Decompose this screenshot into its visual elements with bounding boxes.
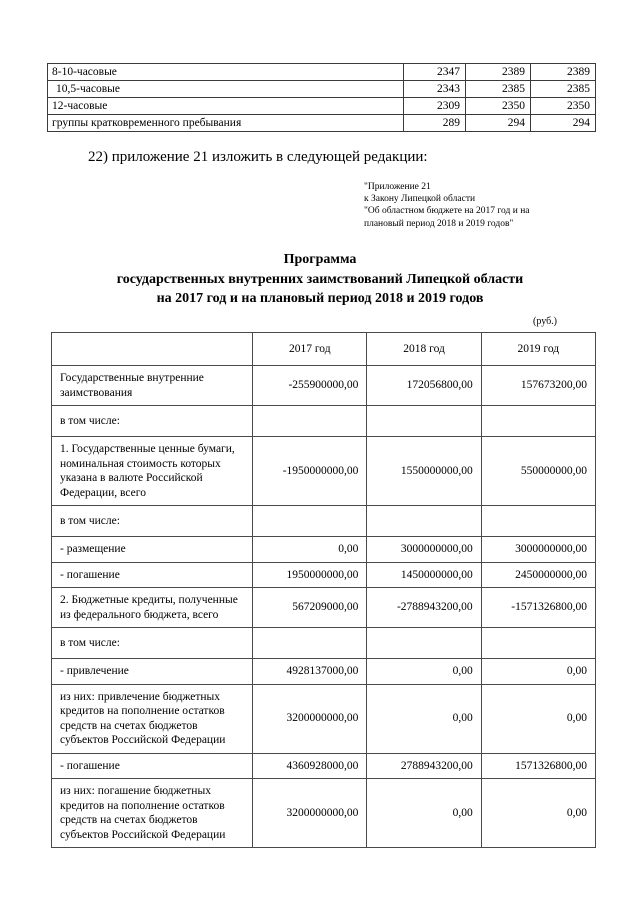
table-row — [48, 98, 596, 115]
row-value-2017: 4928137000,00 — [253, 659, 367, 685]
row-value-2018 — [367, 406, 481, 437]
row-label: 8-10-часовые — [48, 64, 404, 81]
row-value-2017 — [253, 628, 367, 659]
row-label: Государственные внутренние заимствования — [52, 366, 253, 406]
table-row — [52, 779, 596, 848]
row-value-2018: 2389 — [465, 64, 530, 81]
appendix-reference-block — [364, 181, 530, 230]
row-value-2018: 294 — [465, 115, 530, 132]
row-value-2019: 0,00 — [481, 684, 595, 753]
table-row — [52, 437, 596, 506]
row-value-2018: 0,00 — [367, 684, 481, 753]
table-row — [52, 753, 596, 779]
row-value-2019: 2350 — [530, 98, 595, 115]
row-value-2019 — [481, 628, 595, 659]
row-value-2019 — [481, 406, 595, 437]
row-value-2018: 1450000000,00 — [367, 562, 481, 588]
row-label: - размещение — [52, 537, 253, 563]
table-body — [52, 366, 596, 848]
row-label: 12-часовые — [48, 98, 404, 115]
title-line-3: на 2017 год и на плановый период 2018 и 2019 годов — [156, 291, 484, 306]
column-header-2019: 2019 год — [481, 333, 595, 366]
table-row — [48, 81, 596, 98]
table-row — [48, 64, 596, 81]
reference-line: "Приложение 21 — [364, 182, 431, 192]
row-value-2017: 0,00 — [253, 537, 367, 563]
page-title — [0, 250, 640, 309]
row-value-2019: 3000000000,00 — [481, 537, 595, 563]
row-label: в том числе: — [52, 406, 253, 437]
reference-line: "Об областном бюджете на 2017 год и на — [364, 206, 530, 217]
row-label: - погашение — [52, 753, 253, 779]
row-label: - привлечение — [52, 659, 253, 685]
row-value-2019: 0,00 — [481, 659, 595, 685]
row-label: из них: погашение бюджетных кредитов на пополнение остатков средств на счетах бюджетов субъектов Российской Федерации — [52, 779, 253, 848]
row-value-2017: 2309 — [403, 98, 465, 115]
row-value-2019: 1571326800,00 — [481, 753, 595, 779]
title-line-2: государственных внутренних заимствований Липецкой области — [116, 271, 524, 287]
table-row — [52, 628, 596, 659]
reference-line: плановый период 2018 и 2019 годов" — [364, 218, 514, 229]
row-value-2018: 2350 — [465, 98, 530, 115]
row-value-2018: 1550000000,00 — [367, 437, 481, 506]
row-value-2019: 2389 — [530, 64, 595, 81]
header-row — [52, 333, 596, 366]
table-row — [52, 537, 596, 563]
row-value-2017: 1950000000,00 — [253, 562, 367, 588]
borrowing-program-table — [51, 332, 596, 848]
row-value-2018: 172056800,00 — [367, 366, 481, 406]
row-value-2018: 2788943200,00 — [367, 753, 481, 779]
table-row — [52, 684, 596, 753]
row-label: группы кратковременного пребывания — [48, 115, 404, 132]
row-value-2017: 4360928000,00 — [253, 753, 367, 779]
table-row — [52, 588, 596, 628]
row-label: в том числе: — [52, 506, 253, 537]
table-row — [52, 659, 596, 685]
table-row — [52, 506, 596, 537]
row-value-2018: 3000000000,00 — [367, 537, 481, 563]
row-value-2017: -255900000,00 — [253, 366, 367, 406]
row-value-2019: 157673200,00 — [481, 366, 595, 406]
row-label: - погашение — [52, 562, 253, 588]
row-label: 10,5-часовые — [48, 81, 404, 98]
row-label: в том числе: — [52, 628, 253, 659]
table-row — [48, 115, 596, 132]
row-value-2017: 2347 — [403, 64, 465, 81]
row-label: 1. Государственные ценные бумаги, номинальная стоимость которых указана в валюте Российской Федерации, всего — [52, 437, 253, 506]
row-value-2018: 2385 — [465, 81, 530, 98]
row-value-2018 — [367, 628, 481, 659]
units-note: (руб.) — [533, 316, 557, 327]
column-header-item — [52, 333, 253, 366]
continuation-table-body — [48, 64, 596, 132]
intro-paragraph: 22) приложение 21 изложить в следующей редакции: — [88, 149, 428, 165]
row-value-2017: 289 — [403, 115, 465, 132]
row-value-2017: 2343 — [403, 81, 465, 98]
table-row — [52, 366, 596, 406]
row-value-2019: 2450000000,00 — [481, 562, 595, 588]
row-value-2019 — [481, 506, 595, 537]
reference-line: к Закону Липецкой области — [364, 194, 476, 205]
row-value-2017 — [253, 406, 367, 437]
row-value-2019: 550000000,00 — [481, 437, 595, 506]
table-row — [52, 406, 596, 437]
row-value-2017: 567209000,00 — [253, 588, 367, 628]
row-value-2018: 0,00 — [367, 659, 481, 685]
row-value-2019: 294 — [530, 115, 595, 132]
column-header-2017: 2017 год — [253, 333, 367, 366]
row-value-2018 — [367, 506, 481, 537]
row-value-2017: -1950000000,00 — [253, 437, 367, 506]
row-value-2019: -1571326800,00 — [481, 588, 595, 628]
title-line-1: Программа — [283, 252, 357, 267]
row-label: 2. Бюджетные кредиты, полученные из федерального бюджета, всего — [52, 588, 253, 628]
row-value-2017: 3200000000,00 — [253, 684, 367, 753]
row-value-2019: 2385 — [530, 81, 595, 98]
continuation-table — [47, 63, 596, 132]
row-label: из них: привлечение бюджетных кредитов на пополнение остатков средств на счетах бюджетов субъектов Российской Федерации — [52, 684, 253, 753]
row-value-2018: 0,00 — [367, 779, 481, 848]
table-header — [52, 333, 596, 366]
table-row — [52, 562, 596, 588]
row-value-2018: -2788943200,00 — [367, 588, 481, 628]
column-header-2018: 2018 год — [367, 333, 481, 366]
row-value-2017 — [253, 506, 367, 537]
row-value-2019: 0,00 — [481, 779, 595, 848]
row-value-2017: 3200000000,00 — [253, 779, 367, 848]
